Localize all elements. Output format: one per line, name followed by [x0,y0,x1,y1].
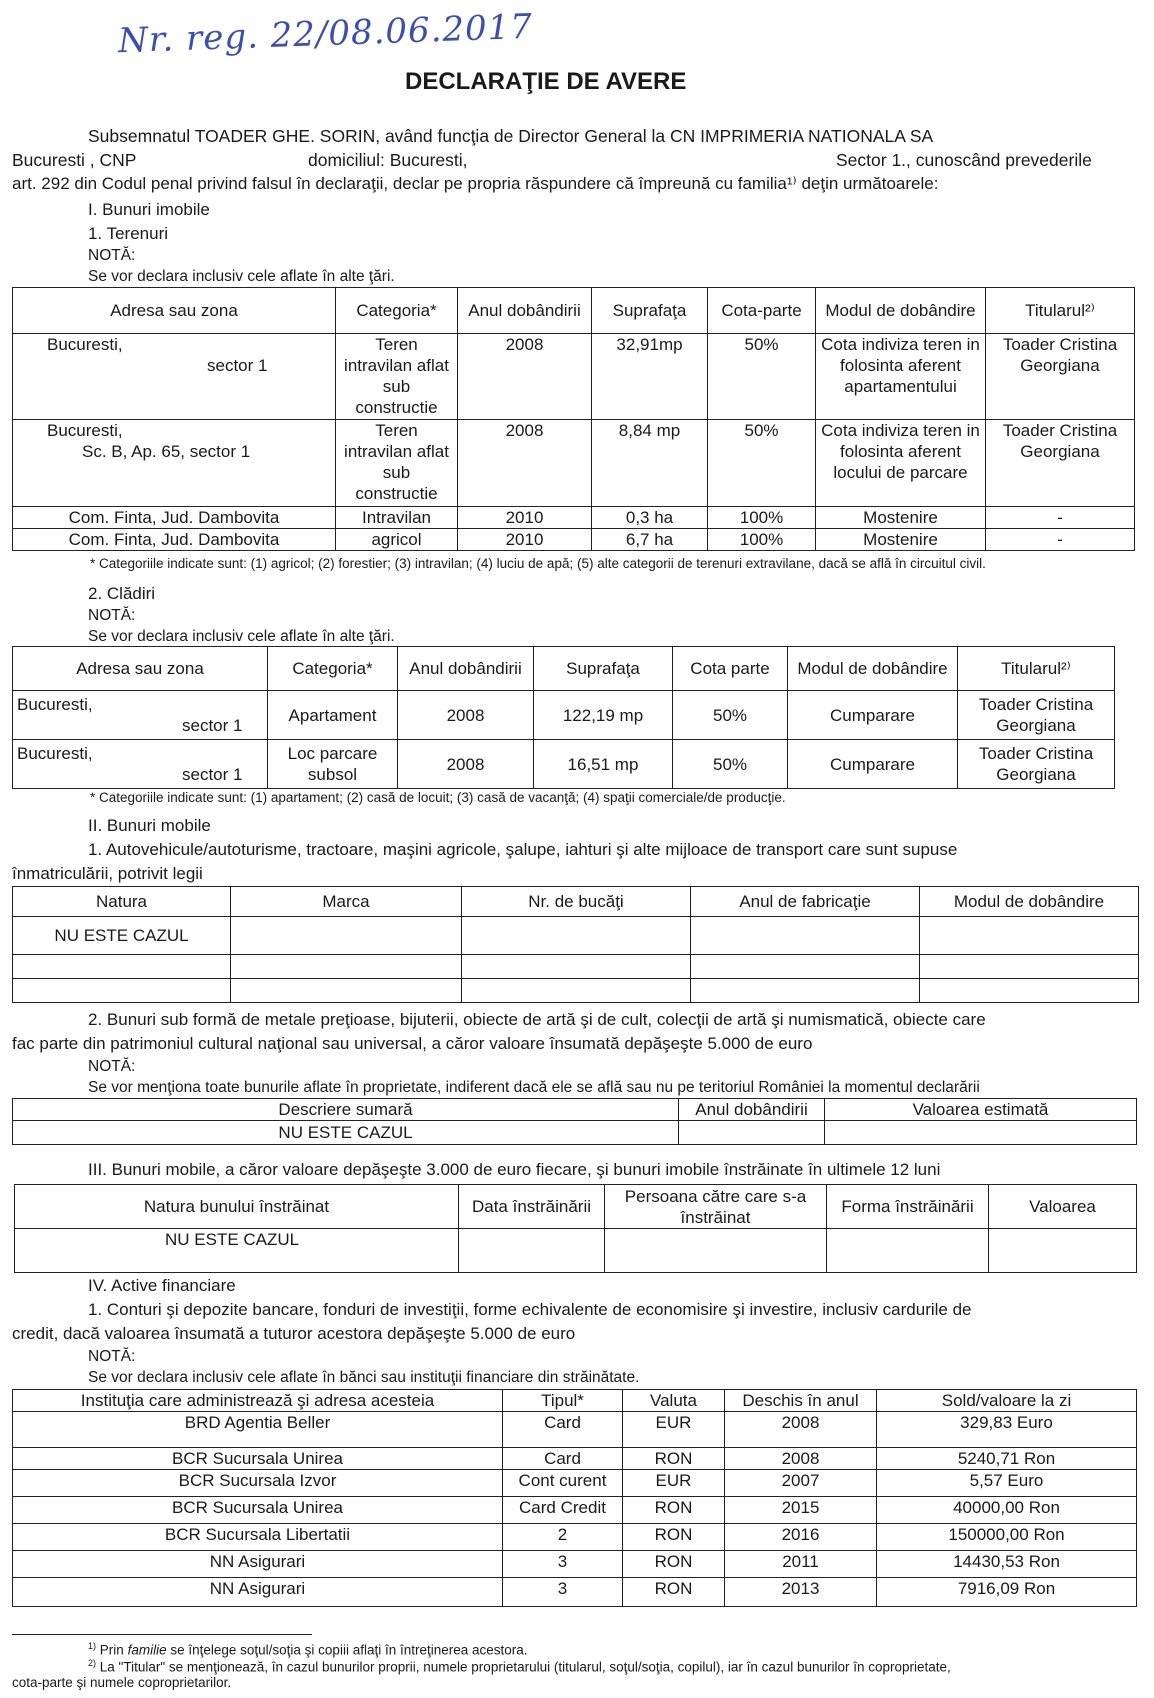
conturi-header-valuta: Valuta [623,1390,725,1412]
footnote-1-mark: 1) [88,1641,97,1651]
terenuri-heading: 1. Terenuri [88,224,169,243]
table-row [13,334,1135,420]
cell-modul: Cota indiviza teren in folosinta aferent locului de parcare [816,420,986,507]
cell-natura [13,979,231,1003]
cell-anul: 2010 [458,529,592,551]
cell-suprafata: 6,7 ha [592,529,708,551]
autovehicule-header-modul: Modul de dobândire [920,887,1139,917]
instrainate-header-data: Data înstrăinării [459,1185,605,1229]
autovehicule-header-nr: Nr. de bucăţi [462,887,691,917]
conturi-nota-text: Se vor declara inclusiv cele aflate în bănci sau instituţii financiare din străinătate. [88,1369,640,1386]
cladiri-header-adresa: Adresa sau zona [13,647,268,691]
cell-tipul: 3 [503,1551,623,1578]
adresa-line-2: sector 1 [182,765,243,784]
adresa-line-1: Bucuresti, [17,744,93,763]
cell-modul: Mostenire [816,529,986,551]
cell-titular: - [986,507,1135,529]
cell-persoana [605,1229,827,1273]
table-row [13,955,1139,979]
cell-institutia: BCR Sucursala Libertatii [13,1524,503,1551]
intro-line-2b: domiciliul: Bucuresti, [308,150,468,170]
cell-suprafata: 32,91mp [592,334,708,420]
page-title: DECLARAŢIE DE AVERE [405,68,687,95]
cell-nr [462,979,691,1003]
table-row [13,1578,1137,1607]
cell-institutia: BRD Agentia Beller [13,1412,503,1448]
conturi-header-deschis: Deschis în anul [725,1390,877,1412]
cell-institutia: BCR Sucursala Unirea [13,1497,503,1524]
conturi-header-tipul: Tipul* [503,1390,623,1412]
metale-header-valoarea: Valoarea estimată [825,1099,1137,1121]
adresa-line-1: Bucuresti, [47,421,123,440]
cell-adresa: Com. Finta, Jud. Dambovita [13,507,336,529]
cell-cota: 50% [708,420,816,507]
cell-sold: 329,83 Euro [877,1412,1137,1448]
cell-sold: 5240,71 Ron [877,1448,1137,1470]
cell-marca [231,979,462,1003]
table-row [13,1551,1137,1578]
cell-adresa [13,334,336,420]
cell-marca [231,955,462,979]
adresa-line-2: sector 1 [207,356,268,375]
cell-tipul: Cont curent [503,1470,623,1497]
footnote-2-continued: cota-parte şi numele coproprietarilor. [12,1675,232,1690]
metale-heading-2: fac parte din patrimoniul cultural naţional sau universal, a căror valoare însumată depăşeşte 5.000 de euro [12,1034,813,1053]
adresa-line-2: sector 1 [182,716,243,735]
terenuri-table [12,287,1135,551]
cell-anul: 2008 [398,691,534,740]
table-row [13,1412,1137,1448]
cell-valuta: RON [623,1524,725,1551]
footnote-1 [88,1641,528,1658]
terenuri-nota-label: NOTĂ: [88,247,136,264]
cell-anul [679,1121,825,1145]
cell-natura [13,955,231,979]
cell-deschis: 2011 [725,1551,877,1578]
metale-nota-label: NOTĂ: [88,1058,136,1075]
table-row [13,1524,1137,1551]
cell-valuta: RON [623,1448,725,1470]
intro-line-1: Subsemnatul TOADER GHE. SORIN, având funcţia de Director General la CN IMPRIMERIA NATIONALA SA [88,126,934,146]
section-IV-heading: IV. Active financiare [88,1276,236,1295]
cell-cota: 50% [673,740,788,789]
intro-line-2a: Bucuresti , CNP [12,150,137,170]
autovehicule-header-natura: Natura [13,887,231,917]
cell-categoria: agricol [336,529,458,551]
cell-suprafata: 16,51 mp [534,740,673,789]
cell-tipul: Card Credit [503,1497,623,1524]
conturi-header-sold: Sold/valoare la zi [877,1390,1137,1412]
footnote-1-word: familie [127,1642,167,1658]
cell-suprafata: 0,3 ha [592,507,708,529]
cell-deschis: 2008 [725,1448,877,1470]
cell-sold: 7916,09 Ron [877,1578,1137,1607]
terenuri-header-titular: Titularul²⁾ [986,288,1135,334]
adresa-line-1: Bucuresti, [47,335,123,354]
footnote-2-text: La "Titular" se menţionează, în cazul bunurilor proprii, numele proprietarului (titularul, soţul/soţia, copilul), iar în cazul bunurilor în coproprietate, [99,1659,951,1675]
cell-modul [920,979,1139,1003]
footnote-1-text: se înţelege soţul/soţia şi copiii aflaţi în întreţinerea acestora. [170,1642,528,1658]
cell-deschis: 2013 [725,1578,877,1607]
cell-anul [691,955,920,979]
table-row [13,529,1135,551]
cladiri-heading: 2. Clădiri [88,584,156,603]
autovehicule-heading-1: 1. Autovehicule/autoturisme, tractoare, maşini agricole, şalupe, iahturi şi alte mijloace de transport care sunt supuse [88,840,958,859]
autovehicule-table [12,886,1139,1003]
cell-valuta: RON [623,1497,725,1524]
table-row [13,740,1115,789]
cladiri-header-cota: Cota parte [673,647,788,691]
conturi-table [12,1389,1137,1607]
section-III-heading: III. Bunuri mobile, a căror valoare depăşeşte 3.000 de euro fiecare, şi bunuri imobile înstrăinate în ultimele 12 luni [88,1160,941,1179]
cell-cota: 50% [708,334,816,420]
autovehicule-header-anul: Anul de fabricaţie [691,887,920,917]
table-row [13,691,1115,740]
metale-heading-1: 2. Bunuri sub formă de metale preţioase, bijuterii, obiecte de artă şi de cult, colecţii de artă şi numismatică, obiecte care [88,1010,986,1029]
cell-institutia: BCR Sucursala Izvor [13,1470,503,1497]
footnote-2-mark: 2) [88,1658,97,1668]
cladiri-header-categoria: Categoria* [268,647,398,691]
cell-anul [691,979,920,1003]
cell-cota: 100% [708,507,816,529]
cell-tipul: Card [503,1412,623,1448]
cladiri-header-anul: Anul dobândirii [398,647,534,691]
cell-anul: 2008 [458,420,592,507]
adresa-line-1: Bucuresti, [17,695,93,714]
terenuri-header-modul: Modul de dobândire [816,288,986,334]
terenuri-header-suprafata: Suprafaţa [592,288,708,334]
cladiri-header-modul: Modul de dobândire [788,647,958,691]
footnote-1-pre: Prin [99,1642,124,1658]
intro-line-2c: Sector 1., cunoscând prevederile [836,150,1092,170]
conturi-nota-label: NOTĂ: [88,1348,136,1365]
cell-modul [920,955,1139,979]
cell-tipul: 3 [503,1578,623,1607]
instrainate-header-forma: Forma înstrăinării [827,1185,989,1229]
table-row [13,507,1135,529]
cell-natura: NU ESTE CAZUL [15,1229,459,1273]
terenuri-footnote: * Categoriile indicate sunt: (1) agricol; (2) forestier; (3) intravilan; (4) luciu de apă; (5) alte categorii de terenuri extravilane, dacă se află în circuitul civil. [90,556,986,571]
cell-modul [920,917,1139,955]
table-row [15,1229,1137,1273]
cell-valoarea [825,1121,1137,1145]
section-II-heading: II. Bunuri mobile [88,816,211,835]
cladiri-header-titular: Titularul²⁾ [958,647,1115,691]
cell-titular: Toader Cristina Georgiana [958,740,1115,789]
metale-table [12,1098,1137,1145]
conturi-heading-2: credit, dacă valoarea însumată a tuturor acestora depăşeşte 5.000 de euro [12,1324,576,1343]
cell-tipul: 2 [503,1524,623,1551]
cell-sold: 40000,00 Ron [877,1497,1137,1524]
cell-valuta: EUR [623,1470,725,1497]
cell-categoria: Teren intravilan aflat sub constructie [336,420,458,507]
table-row [13,1470,1137,1497]
table-row [13,1121,1137,1145]
conturi-header-institutia: Instituţia care administrează şi adresa acesteia [13,1390,503,1412]
cell-titular: - [986,529,1135,551]
cell-data [459,1229,605,1273]
cell-adresa [13,691,268,740]
autovehicule-heading-2: înmatriculării, potrivit legii [12,864,203,883]
cell-descriere: NU ESTE CAZUL [13,1121,679,1145]
cell-anul: 2008 [458,334,592,420]
cell-institutia: BCR Sucursala Unirea [13,1448,503,1470]
cell-deschis: 2015 [725,1497,877,1524]
cell-valuta: EUR [623,1412,725,1448]
autovehicule-header-marca: Marca [231,887,462,917]
cell-categoria: Teren intravilan aflat sub constructie [336,334,458,420]
cell-nr [462,917,691,955]
cell-natura: NU ESTE CAZUL [13,917,231,955]
cell-anul: 2008 [398,740,534,789]
cell-suprafata: 8,84 mp [592,420,708,507]
cell-cota: 100% [708,529,816,551]
cladiri-nota-label: NOTĂ: [88,607,136,624]
terenuri-header-cota: Cota-parte [708,288,816,334]
handwritten-registration-note: Nr. reg. 22/08.06.2017 [117,6,534,62]
terenuri-nota-text: Se vor declara inclusiv cele aflate în alte ţări. [88,268,395,285]
cell-institutia: NN Asigurari [13,1578,503,1607]
table-row [13,1497,1137,1524]
cladiri-header-suprafata: Suprafaţa [534,647,673,691]
cell-adresa [13,420,336,507]
cell-anul [691,917,920,955]
section-I-heading: I. Bunuri imobile [88,200,210,219]
cladiri-table [12,646,1115,789]
cell-valuta: RON [623,1578,725,1607]
cell-titular: Toader Cristina Georgiana [986,334,1135,420]
table-row [13,979,1139,1003]
conturi-heading-1: 1. Conturi şi depozite bancare, fonduri de investiţii, forme echivalente de economisire şi investire, inclusiv cardurile de [88,1300,972,1319]
cell-adresa: Com. Finta, Jud. Dambovita [13,529,336,551]
cell-cota: 50% [673,691,788,740]
cell-deschis: 2008 [725,1412,877,1448]
terenuri-header-categoria: Categoria* [336,288,458,334]
instrainate-header-valoarea: Valoarea [989,1185,1137,1229]
cladiri-nota-text: Se vor declara inclusiv cele aflate în alte ţări. [88,628,395,645]
cell-forma [827,1229,989,1273]
cell-valoarea [989,1229,1137,1273]
instrainate-table [14,1184,1137,1273]
cell-sold: 5,57 Euro [877,1470,1137,1497]
cell-marca [231,917,462,955]
instrainate-header-persoana: Persoana către care s-a înstrăinat [605,1185,827,1229]
cell-institutia: NN Asigurari [13,1551,503,1578]
cell-deschis: 2007 [725,1470,877,1497]
instrainate-header-natura: Natura bunului înstrăinat [15,1185,459,1229]
terenuri-header-adresa: Adresa sau zona [13,288,336,334]
cell-modul: Mostenire [816,507,986,529]
metale-header-anul: Anul dobândirii [679,1099,825,1121]
table-row [13,917,1139,955]
table-row [13,420,1135,507]
cell-deschis: 2016 [725,1524,877,1551]
cell-modul: Cumparare [788,740,958,789]
cell-titular: Toader Cristina Georgiana [986,420,1135,507]
cell-titular: Toader Cristina Georgiana [958,691,1115,740]
cell-sold: 14430,53 Ron [877,1551,1137,1578]
cell-suprafata: 122,19 mp [534,691,673,740]
metale-header-descriere: Descriere sumară [13,1099,679,1121]
cell-nr [462,955,691,979]
cell-valuta: RON [623,1551,725,1578]
table-row [13,1448,1137,1470]
cell-sold: 150000,00 Ron [877,1524,1137,1551]
cell-categoria: Apartament [268,691,398,740]
intro-line-3: art. 292 din Codul penal privind falsul în declaraţii, declar pe propria răspundere că împreună cu familia¹⁾ deţin următoarele: [12,174,939,193]
cladiri-footnote: * Categoriile indicate sunt: (1) apartament; (2) casă de locuit; (3) casă de vacanţă; (4) spaţii comerciale/de producţie. [90,790,786,805]
cell-categoria: Loc parcare subsol [268,740,398,789]
footnote-divider [12,1634,312,1635]
metale-nota-text: Se vor menţiona toate bunurile aflate în proprietate, indiferent dacă ele se află sau nu pe teritoriul României la momentul declarării [88,1079,980,1096]
adresa-line-2: Sc. B, Ap. 65, sector 1 [82,442,251,461]
cell-anul: 2010 [458,507,592,529]
footnote-2 [88,1658,951,1675]
cell-categoria: Intravilan [336,507,458,529]
cell-tipul: Card [503,1448,623,1470]
cell-modul: Cumparare [788,691,958,740]
cell-modul: Cota indiviza teren in folosinta aferent apartamentului [816,334,986,420]
cell-adresa [13,740,268,789]
terenuri-header-anul: Anul dobândirii [458,288,592,334]
